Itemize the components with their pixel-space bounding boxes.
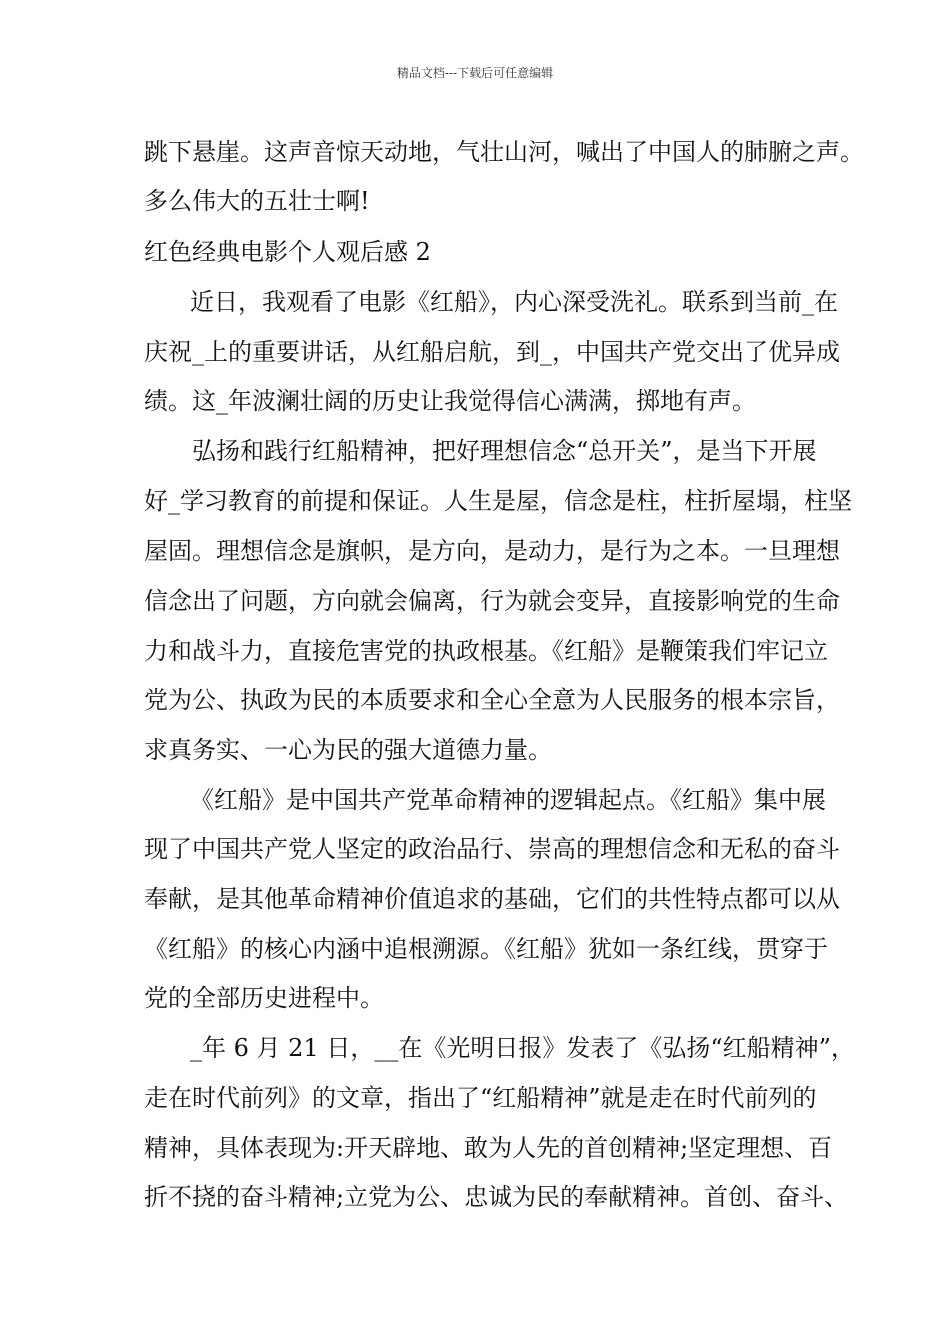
- text-line: 信念出了问题，方向就会偏离，行为就会变异，直接影响党的生命: [144, 587, 840, 615]
- text-line: 求真务实、一心为民的强大道德力量。: [144, 736, 552, 764]
- text-line: 绩。这_年波澜壮阔的历史让我觉得信心满满，掷地有声。: [144, 387, 756, 415]
- text-line: 奉献，是其他革命精神价值追求的基础，它们的共性特点都可以从: [144, 885, 840, 913]
- text-line: 近日，我观看了电影《红船》，内心深受洗礼。联系到当前_在: [190, 288, 838, 316]
- text-line: 跳下悬崖。这声音惊天动地，气壮山河，喊出了中国人的肺腑之声。: [144, 138, 864, 166]
- text-line: 走在时代前列》的文章，指出了“红船精神”就是走在时代前列的: [144, 1084, 817, 1112]
- text-line: 多么伟大的五壮士啊!: [144, 187, 370, 215]
- text-line: 力和战斗力，直接危害党的执政根基。《红船》是鞭策我们牢记立: [144, 637, 828, 665]
- text-line: 党为公、执政为民的本质要求和全心全意为人民服务的根本宗旨，: [144, 686, 840, 714]
- text-line: 精神，具体表现为:开天辟地、敢为人先的首创精神;坚定理想、百: [144, 1134, 833, 1162]
- section-heading: 红色经典电影个人观后感 2: [144, 238, 431, 266]
- text-line: 弘扬和践行红船精神，把好理想信念“总开关”，是当下开展: [192, 437, 817, 465]
- text-line: 现了中国共产党人坚定的政治品行、崇高的理想信念和无私的奋斗: [144, 835, 840, 863]
- text-line: 党的全部历史进程中。: [144, 984, 384, 1012]
- text-line: 折不挠的奋斗精神;立党为公、忠诚为民的奉献精神。首创、奋斗、: [144, 1183, 849, 1211]
- text-line: _年 6 月 21 日，__在《光明日报》发表了《弘扬“红船精神”，: [190, 1034, 855, 1062]
- text-line: 好_学习教育的前提和保证。人生是屋，信念是柱，柱折屋塌，柱坚: [144, 487, 852, 515]
- text-line: 《红船》的核心内涵中追根溯源。《红船》犹如一条红线，贯穿于: [144, 935, 828, 963]
- text-line: 屋固。理想信念是旗帜，是方向，是动力，是行为之本。一旦理想: [144, 537, 840, 565]
- page-header: 精品文档---下载后可任意编辑: [396, 66, 554, 80]
- text-line: 《红船》是中国共产党革命精神的逻辑起点。《红船》集中展: [190, 786, 826, 814]
- text-line: 庆祝_上的重要讲话，从红船启航，到_，中国共产党交出了优异成: [144, 338, 840, 366]
